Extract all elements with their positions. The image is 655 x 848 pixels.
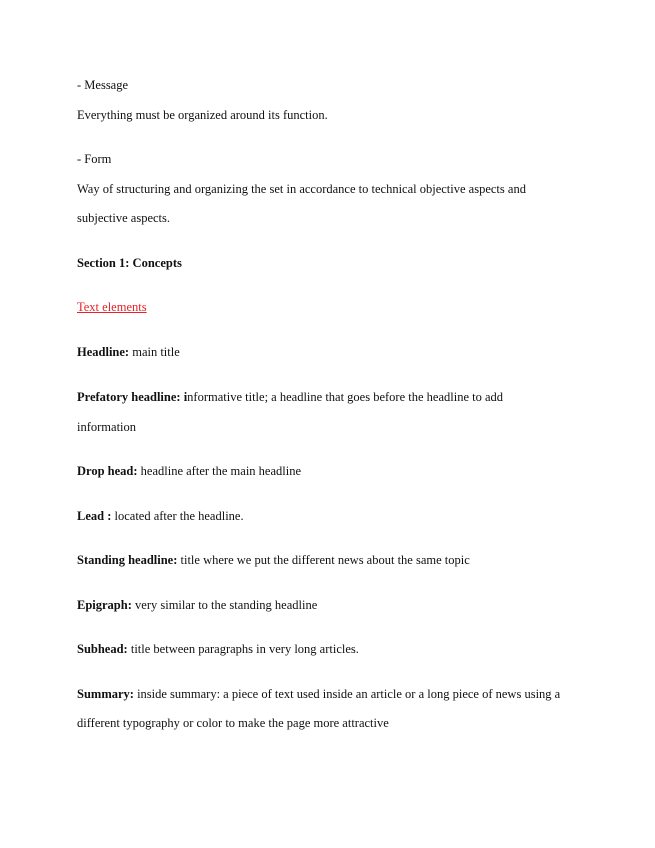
definition-term: Drop head: xyxy=(77,464,138,478)
definition-term: Lead : xyxy=(77,509,112,523)
definition-term: Summary: xyxy=(77,687,134,701)
definition-summary xyxy=(77,686,560,702)
definition-term: Prefatory headline: i xyxy=(77,390,188,404)
message-text: Everything must be organized around its function. xyxy=(77,108,328,122)
definition-drop-head xyxy=(77,463,301,479)
definition-lead xyxy=(77,508,244,524)
form-heading: - Form xyxy=(77,152,112,166)
form-text-line-2: subjective aspects. xyxy=(77,211,171,225)
definition-prefatory-continuation: information xyxy=(77,420,137,434)
definition-subhead xyxy=(77,641,359,657)
definition-term: Subhead: xyxy=(77,642,128,656)
definition-epigraph xyxy=(77,597,317,613)
definition-desc: nformative title; a headline that goes before the headline to add xyxy=(187,390,504,404)
definition-summary-continuation: different typography or color to make the page more attractive xyxy=(77,716,389,730)
definition-headline xyxy=(77,344,180,360)
text-elements-link[interactable]: Text elements xyxy=(77,300,147,314)
definition-desc: headline after the main headline xyxy=(137,464,302,478)
definition-term: Standing headline: xyxy=(77,553,178,567)
form-text-line-1: Way of structuring and organizing the set in accordance to technical objective aspects and xyxy=(77,182,526,196)
definition-prefatory-headline xyxy=(77,389,503,405)
definition-term: Epigraph: xyxy=(77,598,132,612)
definition-desc: inside summary: a piece of text used inside an article or a long piece of news using a xyxy=(133,687,561,701)
definition-desc: title where we put the different news about the same topic xyxy=(177,553,470,567)
definition-desc: located after the headline. xyxy=(111,509,244,523)
definition-standing-headline xyxy=(77,552,470,568)
definition-term: Headline: xyxy=(77,345,130,359)
message-heading: - Message xyxy=(77,78,129,92)
subsection-link-row xyxy=(77,299,147,315)
section-title: Section 1: Concepts xyxy=(77,256,182,270)
definition-desc: main title xyxy=(129,345,180,359)
definition-desc: very similar to the standing headline xyxy=(131,598,318,612)
definition-desc: title between paragraphs in very long articles. xyxy=(127,642,359,656)
